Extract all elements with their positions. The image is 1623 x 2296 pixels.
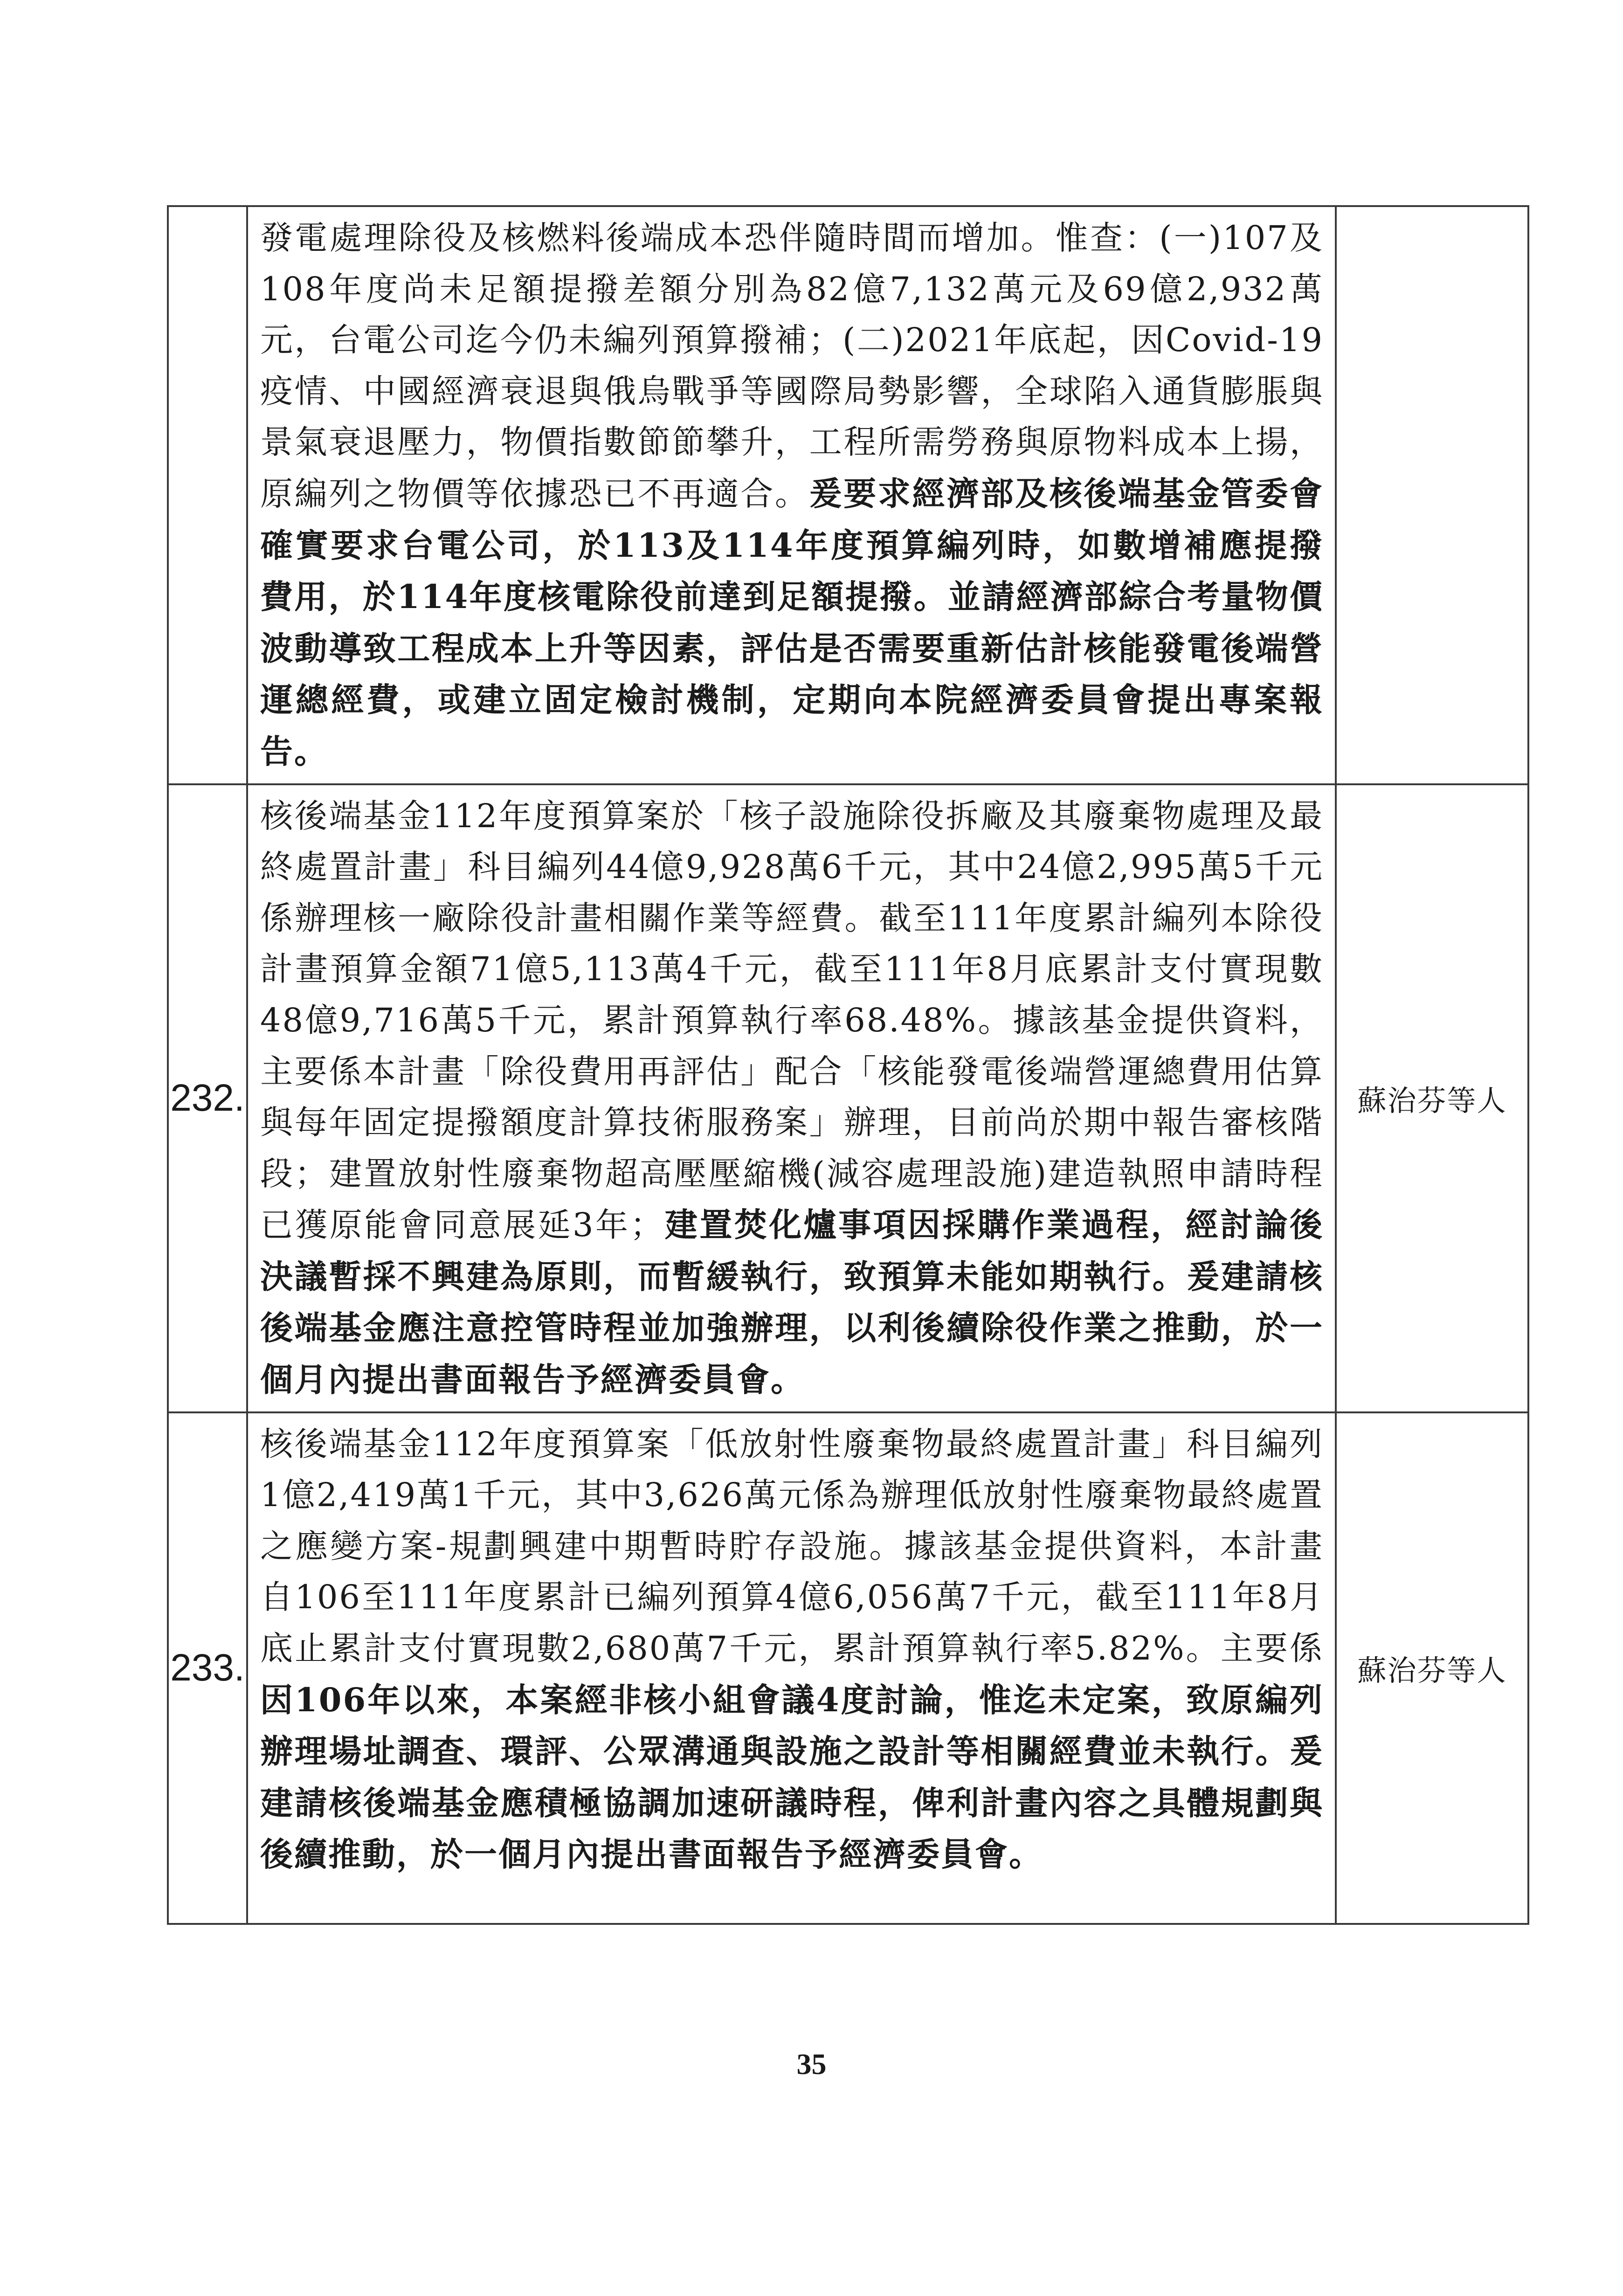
motions-table — [167, 205, 1529, 1925]
table-row — [168, 206, 1528, 784]
table-row — [168, 1412, 1528, 1924]
motion-text-cell — [247, 206, 1336, 784]
motion-text-cell — [247, 1412, 1336, 1924]
page-number: 35 — [796, 2047, 827, 2081]
motion-proposer-cell: 蘇治芬等人 — [1336, 1412, 1528, 1924]
motion-text-cell — [247, 784, 1336, 1412]
motion-proposer-cell — [1336, 206, 1528, 784]
motion-text-bold: 建置焚化爐事項因採購作業過程，經討論後決議暫採不興建為原則，而暫緩執行，致預算未能如期執行。爰建請核後端基金應注意控管時程並加強辦理，以利後續除役作業之推動，於一個月內提出書面報告予經濟委員會。 — [260, 1205, 1324, 1399]
motion-text-plain: 核後端基金112年度預算案「低放射性廢棄物最終處置計畫」科目編列1億2,419萬1千元，其中3,626萬元係為辦理低放射性廢棄物最終處置之應變方案-規劃興建中期暫時貯存設施。據該基金提供資料，本計畫自106至111年度累計已編列預算4億6,056萬7千元，截至111年8月底止累計支付實現數2,680萬7千元，累計預算執行率5.82%。主要係 — [260, 1425, 1324, 1668]
motion-proposer-cell: 蘇治芬等人 — [1336, 784, 1528, 1412]
motion-text-bold: 爰要求經濟部及核後端基金管委會確實要求台電公司，於113及114年度預算編列時，如數增補應提撥費用，於114年度核電除役前達到足額提撥。並請經濟部綜合考量物價波動導致工程成本上升等因素，評估是否需要重新估計核能發電後端營運總經費，或建立固定檢討機制，定期向本院經濟委員會提出專案報告。 — [260, 474, 1324, 771]
table-row — [168, 784, 1528, 1412]
motion-number-cell: 232. — [168, 784, 247, 1412]
motion-number-cell: 233. — [168, 1412, 247, 1924]
motion-text-plain: 核後端基金112年度預算案於「核子設施除役拆廠及其廢棄物處理及最終處置計畫」科目編列44億9,928萬6千元，其中24億2,995萬5千元係辦理核一廠除役計畫相關作業等經費。截至111年度累計編列本除役計畫預算金額71億5,113萬4千元，截至111年8月底累計支付實現數48億9,716萬5千元，累計預算執行率68.48%。據該基金提供資料，主要係本計畫「除役費用再評估」配合「核能發電後端營運總費用估算與每年固定提撥額度計算技術服務案」辦理，目前尚於期中報告審核階段；建置放射性廢棄物超高壓壓縮機(減容處理設施)建造執照申請時程已獲原能會同意展延3年； — [260, 796, 1324, 1245]
motion-number-cell — [168, 206, 247, 784]
motion-text-bold: 因106年以來，本案經非核小組會議4度討論，惟迄未定案，致原編列辦理場址調查、環評、公眾溝通與設施之設計等相關經費並未執行。爰建請核後端基金應積極協調加速研議時程，俾利計畫內容之具體規劃與後續推動，於一個月內提出書面報告予經濟委員會。 — [260, 1680, 1324, 1874]
motion-text-plain: 發電處理除役及核燃料後端成本恐伴隨時間而增加。惟查：(一)107及108年度尚未足額提撥差額分別為82億7,132萬元及69億2,932萬元，台電公司迄今仍未編列預算撥補；(二)2021年底起，因Covid-19疫情、中國經濟衰退與俄烏戰爭等國際局勢影響，全球陷入通貨膨脹與景氣衰退壓力，物價指數節節攀升，工程所需勞務與原物料成本上揚，原編列之物價等依據恐已不再適合。 — [260, 219, 1324, 513]
